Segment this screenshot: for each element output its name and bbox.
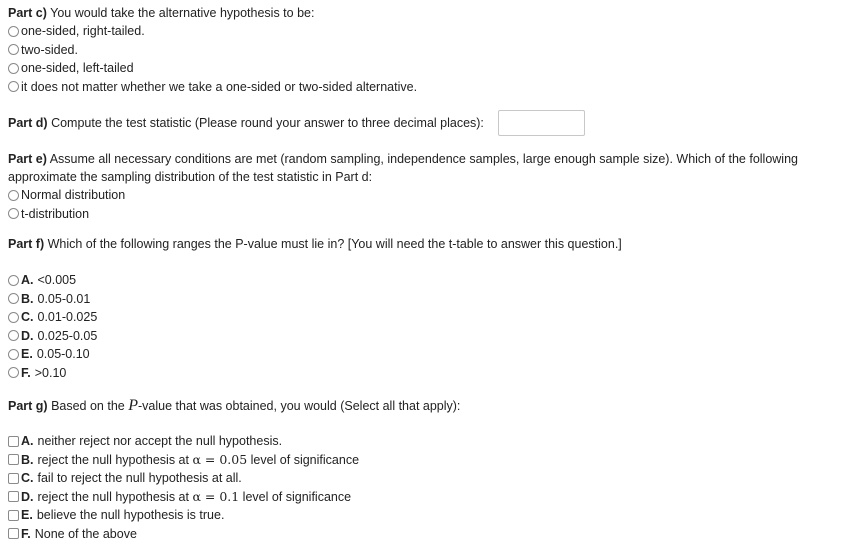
part-g-options [8, 432, 859, 543]
option-text: believe the null hypothesis is true. [36, 508, 225, 523]
option-letter: F. [21, 526, 31, 541]
option-text: <0.005 [37, 273, 77, 288]
part-c-option[interactable] [8, 59, 859, 78]
option-text: fail to reject the null hypothesis at all. [37, 471, 242, 486]
option-text: 0.05-0.01 [37, 291, 91, 306]
checkbox[interactable] [8, 491, 19, 502]
option-label: one-sided, right-tailed. [21, 24, 145, 39]
option-letter: F. [21, 365, 31, 380]
option-text: 0.05-0.10 [36, 347, 90, 362]
part-c-option[interactable] [8, 41, 859, 60]
checkbox[interactable] [8, 473, 19, 484]
part-g-option[interactable] [8, 469, 859, 488]
part-f-label: Part f) [8, 237, 45, 251]
part-g-option[interactable] [8, 451, 859, 470]
radio-button[interactable] [8, 330, 19, 341]
option-letter: D. [21, 328, 34, 343]
alpha-expression: α = 0.1 [192, 489, 240, 505]
part-f-option[interactable] [8, 345, 859, 364]
option-letter: E. [21, 347, 33, 362]
option-label: one-sided, left-tailed [21, 61, 134, 76]
option-label: it does not matter whether we take a one-sided or two-sided alternative. [21, 79, 418, 94]
part-f-question: Which of the following ranges the P-value must lie in? [You will need the t-table to answer this question.] [44, 237, 622, 251]
radio-button[interactable] [8, 44, 19, 55]
part-e-section [8, 150, 827, 223]
radio-button[interactable] [8, 275, 19, 286]
part-f-option[interactable] [8, 327, 859, 346]
part-c-question: You would take the alternative hypothesis to be: [46, 6, 315, 20]
option-text: 0.01-0.025 [37, 310, 98, 325]
part-d-heading [8, 114, 859, 132]
part-f-option[interactable] [8, 308, 859, 327]
radio-button[interactable] [8, 293, 19, 304]
option-label: two-sided. [21, 42, 78, 57]
part-d-section [8, 114, 859, 132]
option-text: reject the null hypothesis at [37, 452, 193, 467]
radio-button[interactable] [8, 63, 19, 74]
checkbox[interactable] [8, 436, 19, 447]
checkbox[interactable] [8, 528, 19, 539]
part-f-section [8, 235, 859, 253]
checkbox[interactable] [8, 454, 19, 465]
part-c-option[interactable] [8, 22, 859, 41]
part-f-option[interactable] [8, 364, 859, 383]
option-letter: A. [21, 434, 34, 449]
option-label: Normal distribution [21, 188, 126, 203]
option-letter: D. [21, 489, 34, 504]
part-g-option[interactable] [8, 488, 859, 507]
option-letter: A. [21, 273, 34, 288]
option-label: t-distribution [21, 206, 90, 221]
part-g-option[interactable] [8, 432, 859, 451]
radio-button[interactable] [8, 367, 19, 378]
p-symbol: P [128, 397, 138, 414]
part-f-heading [8, 235, 859, 253]
part-c-label: Part c) [8, 6, 47, 20]
part-g-section [8, 397, 859, 415]
part-d-label: Part d) [8, 116, 48, 130]
part-c-option[interactable] [8, 78, 859, 97]
part-f-option[interactable] [8, 271, 859, 290]
option-letter: E. [21, 508, 33, 523]
radio-button[interactable] [8, 349, 19, 360]
part-f-option[interactable] [8, 290, 859, 309]
option-text: >0.10 [34, 365, 67, 380]
checkbox[interactable] [8, 510, 19, 521]
radio-button[interactable] [8, 312, 19, 323]
option-letter: B. [21, 291, 34, 306]
radio-button[interactable] [8, 190, 19, 201]
option-letter: C. [21, 471, 34, 486]
option-text: neither reject nor accept the null hypothesis. [37, 434, 283, 449]
option-text: reject the null hypothesis at [37, 489, 193, 504]
part-e-option[interactable] [8, 205, 827, 224]
option-text-end: level of significance [239, 489, 352, 504]
part-e-label: Part e) [8, 152, 47, 166]
radio-button[interactable] [8, 81, 19, 92]
part-e-option[interactable] [8, 186, 827, 205]
part-g-question-start: Based on the [47, 399, 129, 413]
option-text: None of the above [34, 526, 137, 541]
part-e-question: Assume all necessary conditions are met (random sampling, independence samples, large enough sample size). Which of the following approximate the sampling distribution of the test statistic in Part d: [8, 152, 798, 184]
part-e-heading [8, 150, 827, 186]
option-letter: C. [21, 310, 34, 325]
option-text: 0.025-0.05 [37, 328, 98, 343]
part-c-heading [8, 4, 859, 22]
radio-button[interactable] [8, 26, 19, 37]
part-g-label: Part g) [8, 399, 48, 413]
option-letter: B. [21, 452, 34, 467]
radio-button[interactable] [8, 208, 19, 219]
part-g-heading [8, 397, 859, 415]
test-statistic-input[interactable] [498, 110, 585, 136]
option-text-end: level of significance [247, 452, 360, 467]
part-g-question-end: -value that was obtained, you would (Select all that apply): [138, 399, 461, 413]
part-d-question: Compute the test statistic (Please round your answer to three decimal places): [47, 116, 484, 130]
alpha-expression: α = 0.05 [192, 452, 248, 468]
part-f-options [8, 271, 859, 382]
part-g-option[interactable] [8, 506, 859, 525]
part-c-section [8, 4, 859, 96]
part-g-option[interactable] [8, 525, 859, 544]
